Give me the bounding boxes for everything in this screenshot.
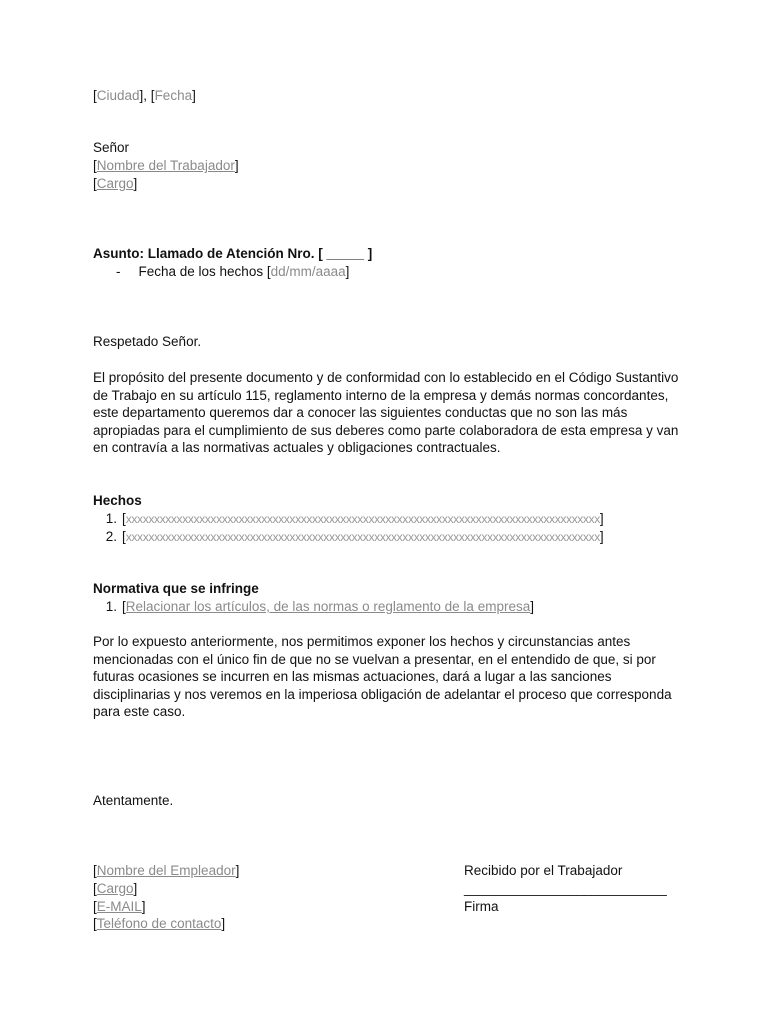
- fact-item-placeholder: xxxxxxxxxxxxxxxxxxxxxxxxxxxxxxxxxxxxxxxxxxxxxxxxxxxxxxxxxxxxxxxxxxxxxxxxxxxxxxxxxxxx: [125, 530, 600, 544]
- bullet-dash: -: [116, 264, 121, 279]
- subject-heading: Asunto: Llamado de Atención Nro. [ _____ ]: [93, 246, 373, 261]
- norms-heading: Normativa que se infringe: [93, 581, 259, 596]
- farewell: Atentamente.: [93, 793, 174, 808]
- signature-line: ___________________________: [464, 881, 667, 896]
- employer-phone-placeholder: Teléfono de contacto: [96, 916, 222, 931]
- employer-phone-line: [Teléfono de contacto]: [93, 916, 226, 931]
- greeting: Respetado Señor.: [93, 334, 202, 349]
- facts-heading: Hechos: [93, 493, 142, 508]
- employer-email-placeholder: E-MAIL: [96, 899, 142, 914]
- facts-date-label: Fecha de los hechos: [138, 264, 264, 279]
- norm-item: 1. [Relacionar los artículos, de las normas o reglamento de la empresa]: [93, 598, 534, 616]
- employer-name-line: [Nombre del Empleador]: [93, 863, 240, 878]
- city-placeholder: Ciudad: [96, 88, 140, 103]
- closing-paragraph: Por lo expuesto anteriormente, nos permitimos exponer los hechos y circunstancias antes mencionadas con el único fin de que no se vuelvan a presentar, en el entendido de que, si por futuras ocasiones se incurren en las mismas actuaciones, dará a lugar a las sanciones disciplinarias y nos veremos en la imperiosa obligación de adelantar el proceso que corresponda para este caso.: [93, 634, 672, 720]
- worker-position-line: [Cargo]: [93, 176, 138, 191]
- employer-name-placeholder: Nombre del Empleador: [96, 863, 236, 878]
- norm-item-placeholder: Relacionar los artículos, de las normas o reglamento de la empresa: [125, 599, 531, 614]
- employer-email-line: [E-MAIL]: [93, 899, 146, 914]
- body-paragraph: El propósito del presente documento y de conformidad con lo establecido en el Código Sustantivo de Trabajo en su artículo 115, reglamento interno de la empresa y demás normas concordantes, este departamento queremos dar a conocer las siguientes conductas que no son las más apropiadas para el cumplimiento de sus deberes como parte colaboradora de esta empresa y van en contravía a las normativas actuales y obligaciones contractuales.: [93, 370, 679, 456]
- fact-item: 2. [xxxxxxxxxxxxxxxxxxxxxxxxxxxxxxxxxxxxxxxxxxxxxxxxxxxxxxxxxxxxxxxxxxxxxxxxxxxxxxxxxxxx]: [93, 528, 604, 546]
- fact-item-number: 2.: [105, 529, 117, 544]
- worker-name-line: [Nombre del Trabajador]: [93, 158, 239, 173]
- worker-position-placeholder: Cargo: [96, 176, 134, 191]
- receipt-label: Recibido por el Trabajador: [464, 863, 623, 878]
- facts-date-placeholder: dd/mm/aaaa: [270, 264, 346, 279]
- city-date-line: [Ciudad], [Fecha]: [93, 88, 196, 103]
- salutation: Señor: [93, 140, 130, 155]
- signature-label: Firma: [464, 899, 499, 914]
- fact-item-number: 1.: [105, 511, 117, 526]
- subject-date-line: - Fecha de los hechos [dd/mm/aaaa]: [116, 264, 350, 279]
- fact-item: 1. [xxxxxxxxxxxxxxxxxxxxxxxxxxxxxxxxxxxxxxxxxxxxxxxxxxxxxxxxxxxxxxxxxxxxxxxxxxxxxxxxxxxx]: [93, 510, 604, 528]
- worker-name-placeholder: Nombre del Trabajador: [96, 158, 235, 173]
- employer-position-placeholder: Cargo: [96, 881, 134, 896]
- date-placeholder: Fecha: [154, 88, 193, 103]
- employer-position-line: [Cargo]: [93, 881, 138, 896]
- fact-item-placeholder: xxxxxxxxxxxxxxxxxxxxxxxxxxxxxxxxxxxxxxxxxxxxxxxxxxxxxxxxxxxxxxxxxxxxxxxxxxxxxxxxxxxx: [125, 512, 600, 526]
- norm-item-number: 1.: [105, 599, 117, 614]
